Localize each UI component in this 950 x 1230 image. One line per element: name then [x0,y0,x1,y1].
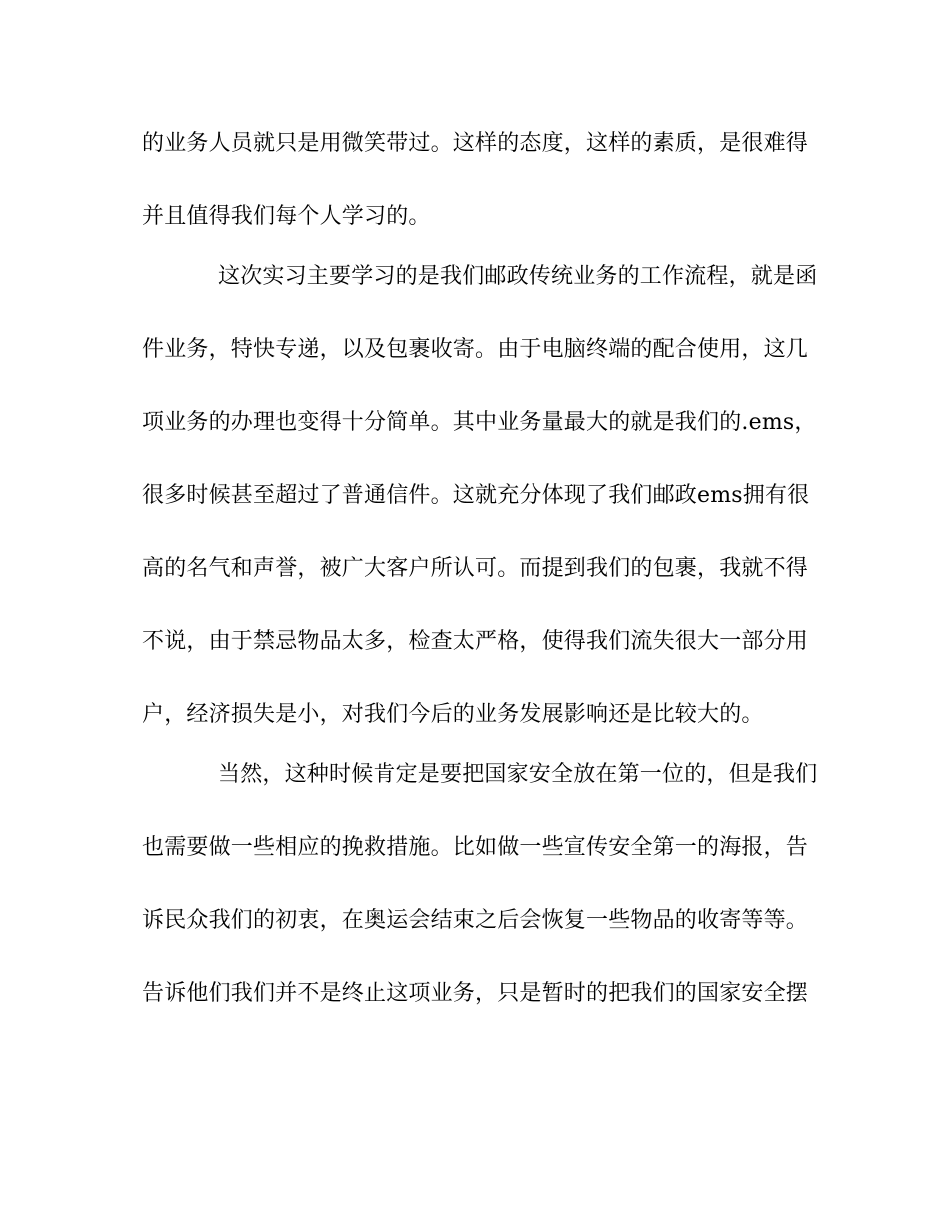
text-line: 件业务，特快专递，以及包裹收寄。由于电脑终端的配合使用，这几 [142,337,809,362]
text-line: 诉民众我们的初衷，在奥运会结束之后会恢复一些物品的收寄等等。 [142,908,809,933]
paragraph-first-line: 当然，这种时候肯定是要把国家安全放在第一位的，但是我们 [218,762,818,787]
text-line: 很多时候甚至超过了普通信件。这就充分体现了我们邮政ems拥有很 [142,483,810,508]
text-line: 不说，由于禁忌物品太多，检查太严格，使得我们流失很大一部分用 [142,629,809,654]
text-line: 项业务的办理也变得十分简单。其中业务量最大的就是我们的.ems， [142,410,817,435]
text-line: 也需要做一些相应的挽救措施。比如做一些宣传安全第一的海报，告 [142,835,809,860]
text-line: 的业务人员就只是用微笑带过。这样的态度，这样的素质，是很难得 [142,131,809,156]
text-line: 告诉他们我们并不是终止这项业务，只是暂时的把我们的国家安全摆 [142,981,809,1006]
text-line: 并且值得我们每个人学习的。 [142,204,431,229]
paragraph-first-line: 这次实习主要学习的是我们邮政传统业务的工作流程，就是函 [218,264,818,289]
text-line: 高的名气和声誉，被广大客户所认可。而提到我们的包裹，我就不得 [142,556,809,581]
text-line: 户，经济损失是小，对我们今后的业务发展影响还是比较大的。 [142,702,764,727]
